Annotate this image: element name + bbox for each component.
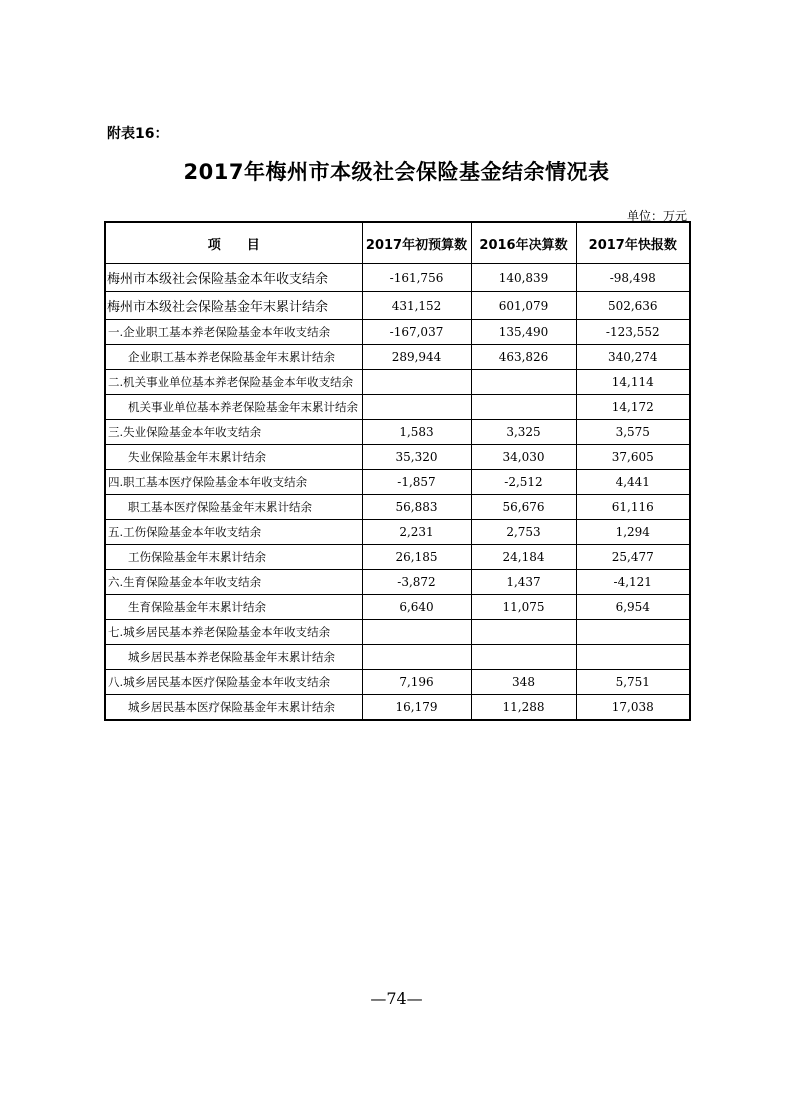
row-final-2016: 463,826	[471, 345, 576, 370]
row-flash-2017: 3,575	[576, 420, 690, 445]
row-item-label: 二.机关事业单位基本养老保险基金本年收支结余	[105, 370, 362, 395]
row-final-2016: 135,490	[471, 320, 576, 345]
row-item-label: 一.企业职工基本养老保险基金本年收支结余	[105, 320, 362, 345]
row-budget-2017: 289,944	[362, 345, 471, 370]
row-final-2016	[471, 620, 576, 645]
row-budget-2017: 431,152	[362, 292, 471, 320]
table-row	[105, 264, 690, 292]
table-row	[105, 695, 690, 721]
row-item-label: 城乡居民基本养老保险基金年末累计结余	[105, 645, 362, 670]
page-number: —74—	[370, 989, 423, 1008]
table-row	[105, 645, 690, 670]
row-item-label: 六.生育保险基金本年收支结余	[105, 570, 362, 595]
fund-balance-table	[104, 221, 691, 721]
row-item-label: 梅州市本级社会保险基金年末累计结余	[105, 292, 362, 320]
row-budget-2017	[362, 395, 471, 420]
table-row	[105, 420, 690, 445]
row-budget-2017: 35,320	[362, 445, 471, 470]
row-flash-2017: 340,274	[576, 345, 690, 370]
row-budget-2017: 26,185	[362, 545, 471, 570]
table-row	[105, 395, 690, 420]
table-row	[105, 620, 690, 645]
row-item-label: 企业职工基本养老保险基金年末累计结余	[105, 345, 362, 370]
header-item: 项 目	[105, 222, 362, 264]
row-item-label: 机关事业单位基本养老保险基金年末累计结余	[105, 395, 362, 420]
page-title: 2017年梅州市本级社会保险基金结余情况表	[183, 160, 610, 184]
row-final-2016: 56,676	[471, 495, 576, 520]
row-item-label: 职工基本医疗保险基金年末累计结余	[105, 495, 362, 520]
row-item-label: 三.失业保险基金本年收支结余	[105, 420, 362, 445]
table-row	[105, 670, 690, 695]
row-budget-2017: 56,883	[362, 495, 471, 520]
row-budget-2017: -3,872	[362, 570, 471, 595]
row-flash-2017: 6,954	[576, 595, 690, 620]
row-budget-2017: -161,756	[362, 264, 471, 292]
row-final-2016: 2,753	[471, 520, 576, 545]
table-row	[105, 292, 690, 320]
row-flash-2017: 502,636	[576, 292, 690, 320]
table-row	[105, 570, 690, 595]
row-final-2016	[471, 370, 576, 395]
table-row	[105, 370, 690, 395]
row-budget-2017: 2,231	[362, 520, 471, 545]
row-budget-2017: 16,179	[362, 695, 471, 721]
table-row	[105, 595, 690, 620]
row-flash-2017: 61,116	[576, 495, 690, 520]
table-row	[105, 320, 690, 345]
row-item-label: 城乡居民基本医疗保险基金年末累计结余	[105, 695, 362, 721]
unit-label: 单位：万元	[626, 209, 687, 223]
row-flash-2017: 14,172	[576, 395, 690, 420]
row-flash-2017: -123,552	[576, 320, 690, 345]
table-row	[105, 445, 690, 470]
row-final-2016: 24,184	[471, 545, 576, 570]
table-row	[105, 470, 690, 495]
row-budget-2017: 7,196	[362, 670, 471, 695]
row-final-2016: 348	[471, 670, 576, 695]
row-item-label: 八.城乡居民基本医疗保险基金本年收支结余	[105, 670, 362, 695]
table-row	[105, 545, 690, 570]
table-body	[105, 264, 690, 721]
row-budget-2017	[362, 370, 471, 395]
row-flash-2017: 1,294	[576, 520, 690, 545]
row-flash-2017: 37,605	[576, 445, 690, 470]
table-row	[105, 520, 690, 545]
table-row	[105, 495, 690, 520]
row-final-2016: -2,512	[471, 470, 576, 495]
row-flash-2017: -4,121	[576, 570, 690, 595]
row-item-label: 工伤保险基金年末累计结余	[105, 545, 362, 570]
appendix-label: 附表16：	[107, 126, 169, 142]
row-final-2016: 11,075	[471, 595, 576, 620]
row-budget-2017	[362, 645, 471, 670]
row-flash-2017: -98,498	[576, 264, 690, 292]
row-final-2016: 34,030	[471, 445, 576, 470]
table-row	[105, 345, 690, 370]
row-item-label: 梅州市本级社会保险基金本年收支结余	[105, 264, 362, 292]
row-budget-2017: 6,640	[362, 595, 471, 620]
row-final-2016	[471, 645, 576, 670]
row-budget-2017: -1,857	[362, 470, 471, 495]
row-flash-2017: 17,038	[576, 695, 690, 721]
header-budget-2017: 2017年初预算数	[362, 222, 471, 264]
row-final-2016	[471, 395, 576, 420]
row-final-2016: 601,079	[471, 292, 576, 320]
row-budget-2017	[362, 620, 471, 645]
row-item-label: 五.工伤保险基金本年收支结余	[105, 520, 362, 545]
row-flash-2017: 25,477	[576, 545, 690, 570]
row-flash-2017	[576, 645, 690, 670]
row-final-2016: 3,325	[471, 420, 576, 445]
header-final-2016: 2016年决算数	[471, 222, 576, 264]
row-flash-2017: 4,441	[576, 470, 690, 495]
row-flash-2017: 14,114	[576, 370, 690, 395]
row-item-label: 四.职工基本医疗保险基金本年收支结余	[105, 470, 362, 495]
row-final-2016: 11,288	[471, 695, 576, 721]
row-budget-2017: 1,583	[362, 420, 471, 445]
row-item-label: 生育保险基金年末累计结余	[105, 595, 362, 620]
row-item-label: 七.城乡居民基本养老保险基金本年收支结余	[105, 620, 362, 645]
header-flash-2017: 2017年快报数	[576, 222, 690, 264]
row-flash-2017: 5,751	[576, 670, 690, 695]
table-header-row	[105, 222, 690, 264]
row-budget-2017: -167,037	[362, 320, 471, 345]
row-item-label: 失业保险基金年末累计结余	[105, 445, 362, 470]
row-final-2016: 140,839	[471, 264, 576, 292]
row-final-2016: 1,437	[471, 570, 576, 595]
row-flash-2017	[576, 620, 690, 645]
